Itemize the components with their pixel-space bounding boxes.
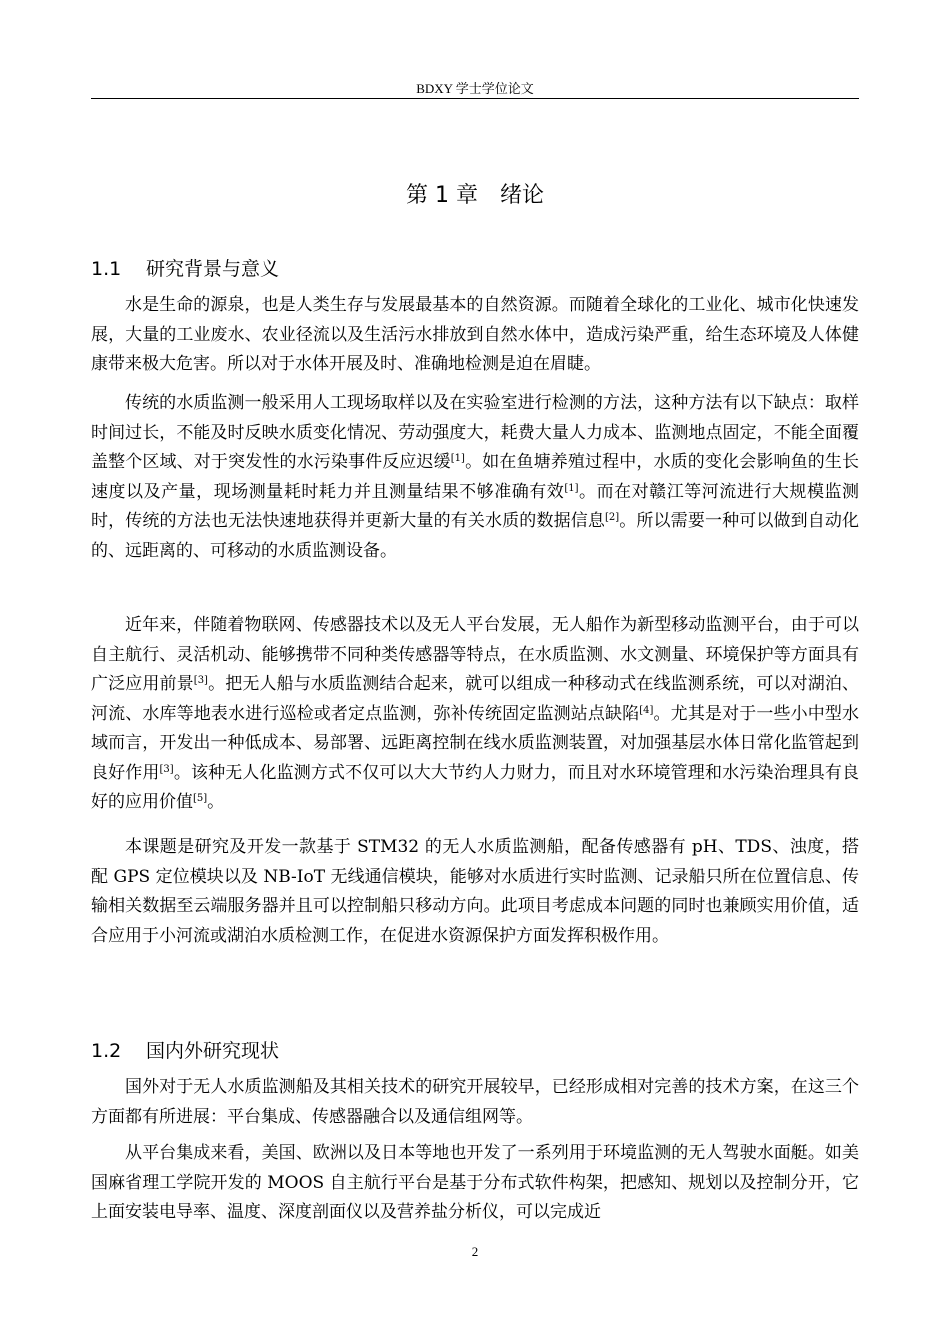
running-header: BDXY 学士学位论文 [416, 81, 534, 96]
citation: [4] [639, 704, 654, 716]
chapter-number: 第 1 章 [406, 183, 478, 208]
paragraph-5: 国外对于无人水质监测船及其相关技术的研究开展较早，已经形成相对完善的技术方案，在这三个方面都有所进展：平台集成、传感器融合以及通信组网等。 [91, 1077, 859, 1127]
section-number: 1.2 [91, 1040, 122, 1062]
section-title: 国内外研究现状 [146, 1040, 280, 1062]
paragraph-2: 传统的水质监测一般采用人工现场取样以及在实验室进行检测的方法，这种方法有以下缺点：取样时间过长，不能及时反映水质变化情况、劳动强度大，耗费大量人力成本、监测地点固定，不能全面覆盖整个区域、对于突发性的水污染事件反应迟缓[1]。如在鱼塘养殖过程中，水质的变化会影响鱼的生长速度以及产量，现场测量耗时耗力并且测量结果不够准确有效[1]。而在对赣江等河流进行大规模监测时，传统的方法也无法快速地获得并更新大量的有关水质的数据信息[2]。所以需要一种可以做到自动化的、远距离的、可移动的水质监测设备。 [91, 393, 860, 561]
citation: [5] [193, 793, 208, 804]
citation: [2] [604, 512, 620, 523]
section-title: 研究背景与意义 [146, 258, 280, 280]
paragraph-1: 水是生命的源泉，也是人类生存与发展最基本的自然资源。而随着全球化的工业化、城市化快速发展，大量的工业废水、农业径流以及生活污水排放到自然水体中，造成污染严重，给生态环境及人体健康带来极大危害。所以对于水体开展及时、准确地检测是迫在眉睫。 [91, 295, 859, 374]
paragraph-3: 近年来，伴随着物联网、传感器技术以及无人平台发展，无人船作为新型移动监测平台，由于可以自主航行、灵活机动、能够携带不同种类传感器等特点，在水质监测、水文测量、环境保护等方面具有广泛应用前景[3]。把无人船与水质监测结合起来，就可以组成一种移动式在线监测系统，可以对湖泊、河流、水库等地表水进行巡检或者定点监测，弥补传统固定监测站点缺陷[4]。尤其是对于一些小中型水域而言，开发出一种低成本、易部署、远距离控制在线水质监测装置，对加强基层水体日常化监管起到良好作用[3]。该种无人化监测方式不仅可以大大节约人力财力，而且对水环境管理和水污染治理具有良好的应用价值[5]。 [91, 615, 860, 812]
section-heading-1-2 [91, 1036, 279, 1063]
section-number: 1.1 [91, 258, 122, 280]
header-rule [91, 98, 859, 99]
paragraph-4: 本课题是研究及开发一款基于 STM32 的无人水质监测船，配备传感器有 pH、TDS、浊度，搭配 GPS 定位模块以及 NB-IoT 无线通信模块，能够对水质进行实时监测、记录船只所在位置信息、传输相关数据至云端服务器并且可以控制船只移动方向。此项目考虑成本问题的同时也兼顾实用价值，适合应用于小河流或湖泊水质检测工作，在促进水资源保护方面发挥积极作用。 [91, 837, 859, 946]
chapter-heading [91, 178, 859, 209]
citation: [1] [450, 453, 465, 464]
section-heading-1-1 [91, 254, 279, 281]
page-number: 2 [471, 1244, 479, 1259]
citation: [1] [564, 482, 579, 494]
paragraph-6: 从平台集成来看，美国、欧洲以及日本等地也开发了一系列用于环境监测的无人驾驶水面艇。如美国麻省理工学院开发的 MOOS 自主航行平台是基于分布式软件构架，把感知、规划以及控制分开，它上面安装电导率、温度、深度剖面仪以及营养盐分析仪，可以完成近 [91, 1143, 859, 1222]
citation: [3] [193, 675, 208, 686]
citation: [3] [159, 763, 174, 775]
chapter-title: 绪论 [499, 183, 544, 208]
